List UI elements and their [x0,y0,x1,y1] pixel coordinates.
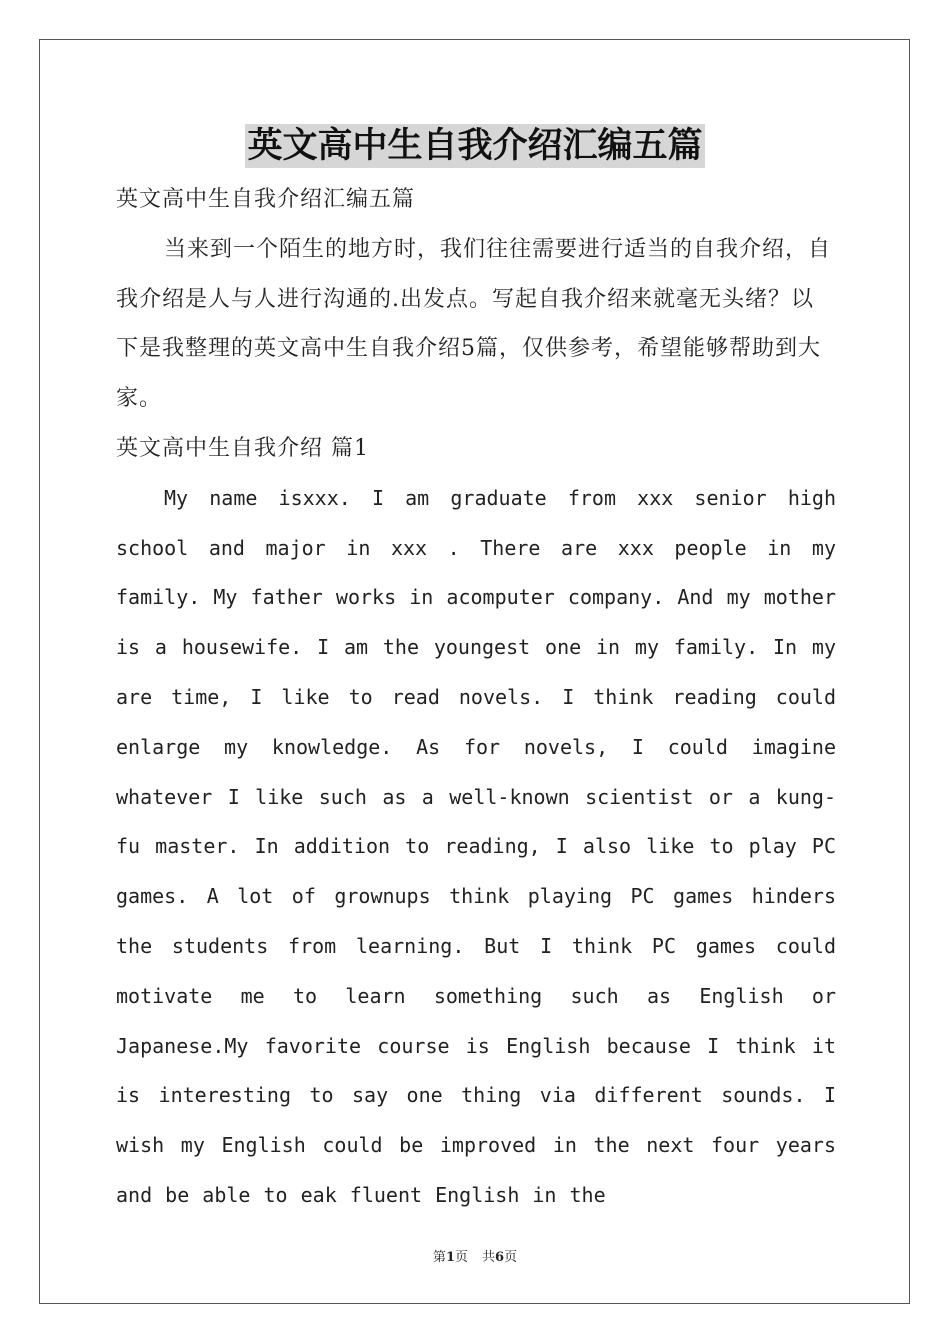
page-current: 1 [445,1250,455,1265]
section-heading: 英文高中生自我介绍 篇1 [116,435,369,461]
page-total: 6 [495,1250,505,1265]
total-suffix: 页 [504,1250,518,1265]
page-footer [0,1246,950,1265]
title-container [0,124,950,168]
total-prefix: 共 [482,1250,496,1265]
page-prefix: 第 [432,1250,446,1265]
body-paragraph: My name isxxx. I am graduate from xxx senior high school and major in xxx . There are xxx people in my family. My father works in acomputer company. And my mother is a housewife. I am the youngest one in my family. In my are time, I like to read novels. I think reading could enlarge my knowledge. As for novels, I could imagine whatever I like such as a well-known scientist or a kung-fu master. In addition to reading, I also like to play PC games. A lot of grownups think playing PC games hinders the students from learning. But I think PC games could motivate me to learn something such as English or Japanese.My favorite course is English because I think it is interesting to say one thing via different sounds. I wish my English could be improved in the next four years and be able to eak fluent English in the [116,485,836,1207]
intro-paragraph: 当来到一个陌生的地方时，我们往往需要进行适当的自我介绍，自我介绍是人与人进行沟通的.出发点。写起自我介绍来就毫无头绪？以下是我整理的英文高中生自我介绍5篇，仅供参考，希望能够帮助到大家。 [116,236,832,412]
page-suffix: 页 [454,1250,468,1265]
document-title: 英文高中生自我介绍汇编五篇 [247,125,703,166]
document-body [116,175,836,1221]
subtitle: 英文高中生自我介绍汇编五篇 [116,187,416,212]
